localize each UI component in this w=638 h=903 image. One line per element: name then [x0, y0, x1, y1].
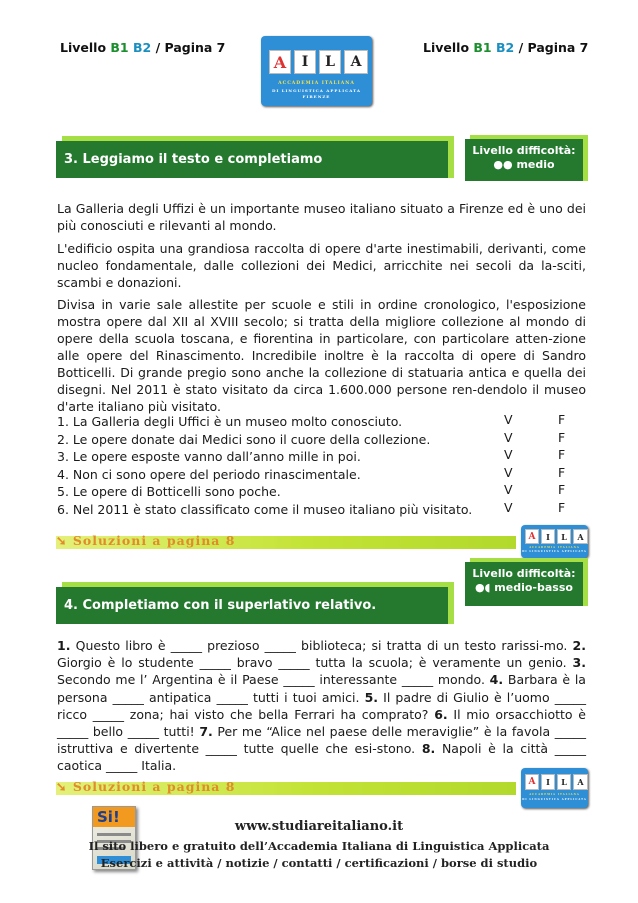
page-label: / Pagina 7 — [514, 40, 589, 55]
level-b2: B2 — [495, 40, 515, 55]
logo-line: DI LINGUISTICA APPLICATA — [522, 550, 587, 553]
true-option[interactable]: V — [504, 429, 513, 445]
page-label: / Pagina 7 — [151, 40, 226, 55]
statement-text: 6. Nel 2011 è stato classificato come il museo italiano più visitato. — [57, 501, 473, 517]
true-false-list — [57, 411, 586, 516]
header-right — [423, 40, 588, 55]
item-number: 8. — [421, 741, 436, 757]
logo-letter: I — [541, 529, 555, 544]
logo-line: ACCADEMIA ITALIANA — [278, 81, 355, 86]
false-option[interactable]: F — [558, 499, 566, 515]
item-number: 1. — [57, 638, 71, 653]
aila-logo-small — [521, 768, 588, 808]
true-option[interactable]: V — [504, 464, 513, 480]
exercise-item: Il padre di Giulio è l’uomo _____ ricco _____ zona; hai visto che bella Ferrari ha comprato? — [57, 689, 586, 722]
aila-logo — [261, 36, 372, 106]
item-number: 4. — [489, 672, 504, 688]
logo-letter: I — [541, 774, 555, 790]
arrow-icon: ➘ — [56, 779, 68, 794]
list-item — [57, 429, 586, 447]
logo-letter: A — [573, 529, 588, 544]
difficulty-value: medio-basso — [494, 581, 573, 594]
reading-paragraph: L'edificio ospita una grandiosa raccolta di opere d'arte inestimabili, derivanti, come nucleo fondamentale, dalle collezioni dei Medici, arricchite nei secoli da la-sciti, scambi e donazioni. — [57, 241, 586, 290]
level-prefix: Livello — [60, 40, 111, 55]
logo-letter: L — [319, 50, 341, 74]
exercise-item: Giorgio è lo studente _____ bravo _____ tutta la scuola; è veramente un genio. — [57, 655, 567, 671]
logo-letter: A — [344, 50, 368, 74]
list-item — [57, 411, 586, 429]
exercise-item: Per me “Alice nel paese delle meraviglie” è la favola _____ istruttiva e divertente _____ tutte quelle che esi-stono. — [57, 724, 586, 757]
logo-letter: I — [294, 50, 316, 74]
list-item — [57, 446, 586, 464]
true-option[interactable]: V — [504, 499, 513, 515]
statement-text: 1. La Galleria degli Uffici è un museo molto conosciuto. — [57, 414, 403, 429]
list-item — [57, 499, 586, 517]
item-number: 6. — [434, 706, 448, 722]
logo-line: ACCADEMIA ITALIANA — [529, 546, 580, 549]
section-title — [56, 587, 448, 624]
difficulty-value: medio — [516, 158, 555, 171]
difficulty-badge — [465, 139, 583, 181]
exercise-item: Barbara è la persona _____ antipatica _____ tutti i tuoi amici. — [57, 672, 586, 705]
item-number: 7. — [199, 724, 213, 740]
item-number: 3. — [572, 655, 586, 671]
difficulty-half-dot-icon: ●◖ — [475, 581, 491, 594]
solutions-link-text: Soluzioni a pagina 8 — [72, 533, 236, 548]
exercise-paragraph — [57, 637, 586, 775]
logo-letter: L — [557, 529, 571, 544]
false-option[interactable]: F — [558, 412, 566, 427]
arrow-icon: ➘ — [56, 533, 68, 548]
section-title-text: 3. Leggiamo il testo e completiamo — [64, 152, 323, 167]
exercise-item: Secondo me l’ Argentina è il Paese _____ interessante _____ mondo. — [57, 672, 485, 688]
true-option[interactable]: V — [504, 447, 513, 462]
exercise-item: Questo libro è _____ prezioso _____ biblioteca; si tratta di un testo rarissi-mo. — [75, 638, 568, 653]
level-b1: B1 — [473, 40, 492, 55]
logo-line: FIRENZE — [302, 94, 331, 99]
difficulty-label: Livello difficoltà: — [472, 144, 576, 157]
list-item — [57, 464, 586, 482]
false-option[interactable]: F — [558, 429, 566, 445]
solutions-link-text: Soluzioni a pagina 8 — [72, 779, 236, 794]
logo-letter: A — [269, 50, 291, 74]
footer-line: Esercizi e attività / notizie / contatti / certificazioni / borse di studio — [100, 856, 538, 870]
logo-line: DI LINGUISTICA APPLICATA — [272, 88, 361, 93]
book-cover-title: Si! — [97, 808, 120, 826]
item-number: 2. — [572, 638, 586, 653]
false-option[interactable]: F — [558, 447, 566, 462]
logo-letter: L — [557, 774, 571, 790]
solutions-link[interactable] — [56, 779, 235, 794]
level-b1: B1 — [110, 40, 129, 55]
true-option[interactable]: V — [504, 482, 513, 497]
header-left — [60, 40, 225, 55]
logo-letter: A — [573, 774, 588, 790]
difficulty-label: Livello difficoltà: — [472, 567, 576, 580]
item-number: 5. — [364, 689, 379, 705]
footer-url[interactable]: www.studiareitaliano.it — [234, 819, 404, 834]
footer-line: Il sito libero e gratuito dell’Accademia Italiana di Linguistica Applicata — [88, 839, 550, 853]
logo-line: ACCADEMIA ITALIANA — [529, 793, 580, 796]
level-b2: B2 — [132, 40, 152, 55]
statement-text: 4. Non ci sono opere del periodo rinascimentale. — [57, 466, 361, 482]
level-prefix: Livello — [423, 40, 474, 55]
logo-line: DI LINGUISTICA APPLICATA — [522, 798, 587, 801]
difficulty-badge — [465, 562, 583, 606]
statement-text: 2. Le opere donate dai Medici sono il cuore della collezione. — [57, 431, 431, 447]
false-option[interactable]: F — [558, 464, 566, 480]
logo-letter: A — [525, 529, 539, 544]
section-title-text: 4. Completiamo con il superlativo relativo. — [64, 598, 377, 613]
solutions-link[interactable] — [56, 533, 235, 548]
reading-paragraph: La Galleria degli Uffizi è un importante museo italiano situato a Firenze ed è uno dei più conosciuti e rilevanti al mondo. — [57, 201, 586, 233]
logo-letter: A — [525, 774, 539, 790]
list-item — [57, 481, 586, 499]
false-option[interactable]: F — [558, 482, 566, 497]
difficulty-dots-icon: ●● — [493, 158, 513, 171]
aila-logo-small — [521, 525, 588, 558]
statement-text: 5. Le opere di Botticelli sono poche. — [57, 484, 281, 499]
true-option[interactable]: V — [504, 412, 513, 427]
exercise-item: Il mio orsacchiotto è _____ bello _____ tutti! — [57, 706, 586, 740]
exercise-item: Napoli è la città _____ caotica _____ Italia. — [57, 741, 586, 774]
reading-paragraph: Divisa in varie sale allestite per scuole e stili in ordine cronologico, l'esposizione mostra opere dal XII al XVIII secolo; si tratta della migliore collezione al mondo di opere della scuola toscana, e fiorentina in particolare, con particolare atten-zione alle opere del Rinascimento. Incredibile inoltre è la raccolta di opere di Sandro Botticelli. Di grande pregio sono anche la collezione di statuaria antica e quella dei disegni. Nel 2011 è stato visitato da circa 1.600.000 persone ren-dendolo il museo d'arte italiano più visitato. — [57, 297, 586, 414]
section-title — [56, 141, 448, 178]
statement-text: 3. Le opere esposte vanno dall’anno mille in poi. — [57, 449, 361, 464]
